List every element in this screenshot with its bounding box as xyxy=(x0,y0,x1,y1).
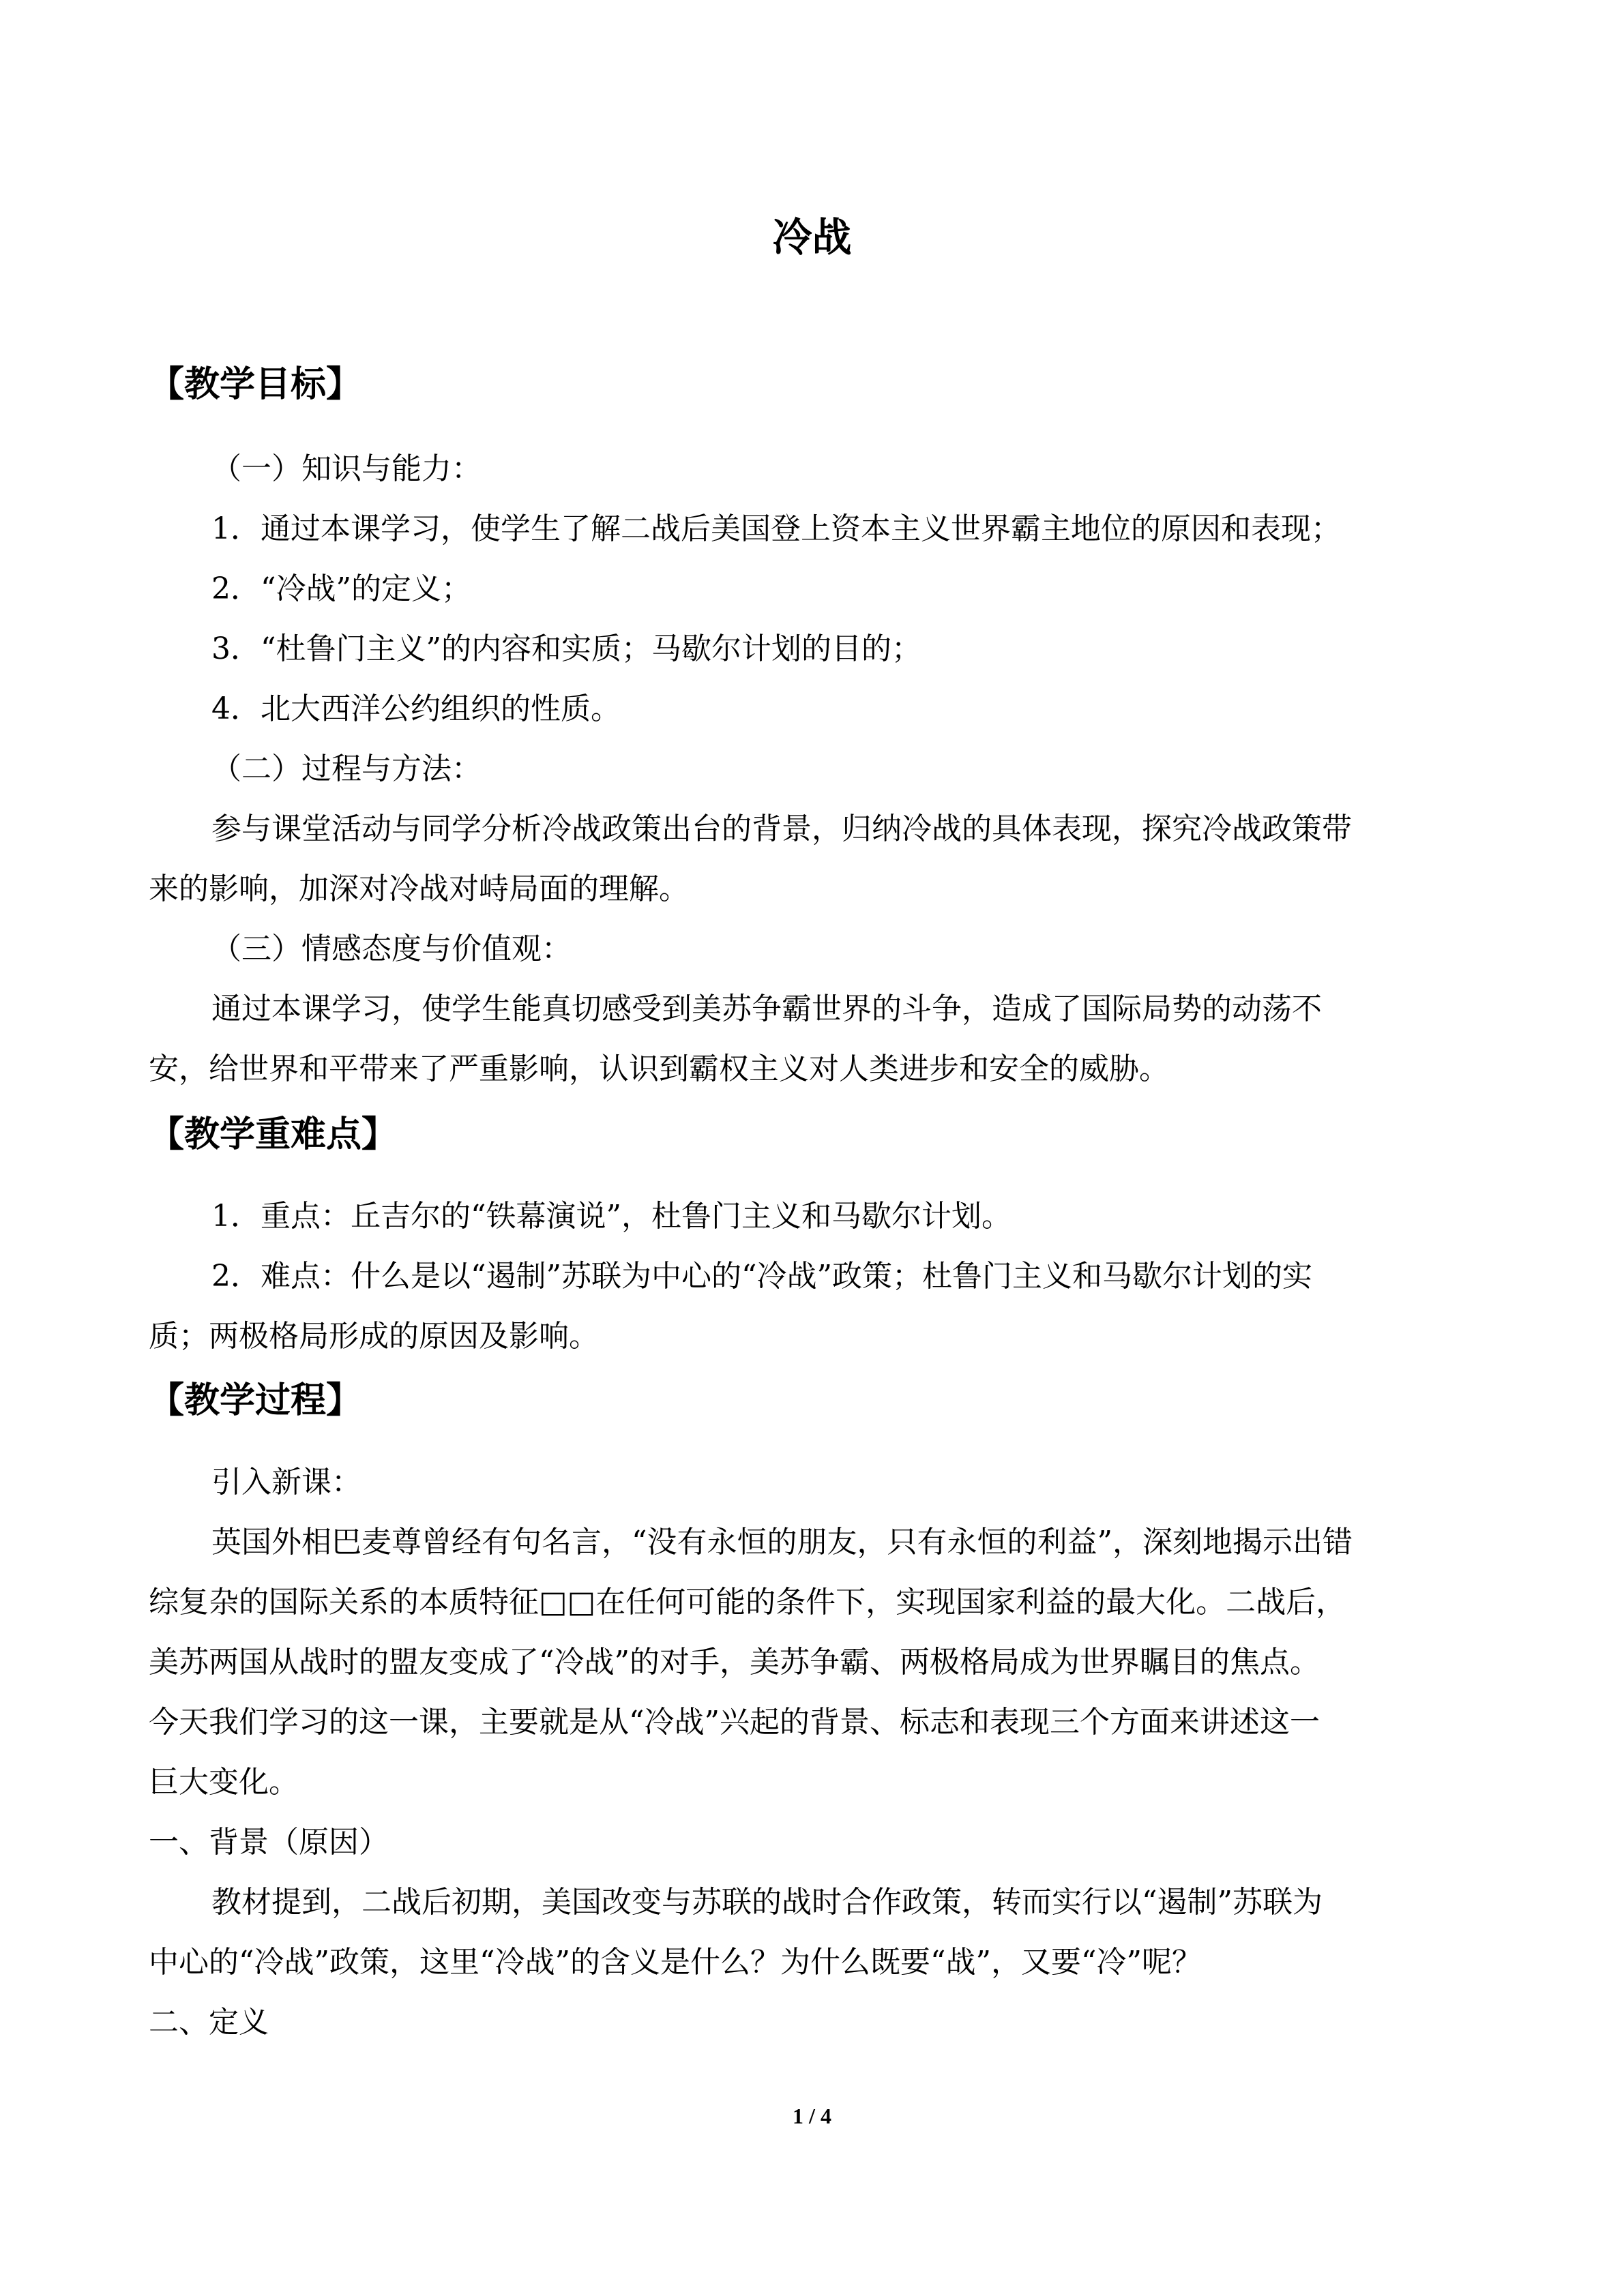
intro-text-line-4: 今天我们学习的这一课，主要就是从“冷战”兴起的背景、标志和表现三个方面来讲述这一 xyxy=(149,1705,1320,1740)
emotion-values-text-line-2: 安，给世界和平带来了严重影响，认识到霸权主义对人类进步和安全的威胁。 xyxy=(149,1052,1169,1086)
process-method-label: （二）过程与方法： xyxy=(211,751,482,786)
page-number: 1 / 4 xyxy=(793,2104,831,2128)
key-point-2-line-2: 质；两极格局形成的原因及影响。 xyxy=(149,1319,599,1354)
key-point-1: 1．重点：丘吉尔的“铁幕演说”，杜鲁门主义和马歇尔计划。 xyxy=(211,1199,1012,1234)
intro-text-line-3: 美苏两国从战时的盟友变成了“冷战”的对手，美苏争霸、两极格局成为世界瞩目的焦点。 xyxy=(149,1645,1320,1680)
intro-text-line-5: 巨大变化。 xyxy=(149,1765,299,1800)
section-1-text-line-1: 教材提到，二战后初期，美国改变与苏联的战时合作政策，转而实行以“遏制”苏联为 xyxy=(211,1885,1323,1920)
intro-text-line-2: 综复杂的国际关系的本质特征□□在任何可能的条件下，实现国家利益的最大化。二战后， xyxy=(149,1585,1346,1620)
knowledge-item-2: 2．“冷战”的定义； xyxy=(211,571,471,606)
emotion-values-text-line-1: 通过本课学习，使学生能真切感受到美苏争霸世界的斗争，造成了国际局势的动荡不 xyxy=(211,992,1322,1026)
knowledge-item-1: 1．通过本课学习，使学生了解二战后美国登上资本主义世界霸主地位的原因和表现； xyxy=(211,511,1341,546)
page-title: 冷战 xyxy=(772,214,852,260)
knowledge-item-3: 3．“杜鲁门主义”的内容和实质；马歇尔计划的目的； xyxy=(211,631,921,666)
key-point-2-line-1: 2．难点：什么是以“遏制”苏联为中心的“冷战”政策；杜鲁门主义和马歇尔计划的实 xyxy=(211,1259,1312,1294)
heading-key-points: 【教学重难点】 xyxy=(149,1114,398,1155)
intro-label: 引入新课： xyxy=(211,1465,361,1500)
heading-teaching-process: 【教学过程】 xyxy=(149,1380,362,1421)
process-method-text-line-1: 参与课堂活动与同学分析冷战政策出台的背景，归纳冷战的具体表现，探究冷战政策带 xyxy=(211,811,1352,846)
section-2-title: 二、定义 xyxy=(149,2005,269,2040)
process-method-text-line-2: 来的影响，加深对冷战对峙局面的理解。 xyxy=(149,871,689,906)
emotion-values-label: （三）情感态度与价值观： xyxy=(211,931,572,966)
section-1-title: 一、背景（原因） xyxy=(149,1825,389,1860)
knowledge-label: （一）知识与能力： xyxy=(211,451,482,486)
heading-teaching-goals: 【教学目标】 xyxy=(149,364,362,405)
section-1-text-line-2: 中心的“冷战”政策，这里“冷战”的含义是什么？为什么既要“战”，又要“冷”呢？ xyxy=(149,1945,1202,1980)
intro-text-line-1: 英国外相巴麦尊曾经有句名言，“没有永恒的朋友，只有永恒的利益”，深刻地揭示出错 xyxy=(211,1525,1353,1560)
knowledge-item-4: 4．北大西洋公约组织的性质。 xyxy=(211,691,621,726)
